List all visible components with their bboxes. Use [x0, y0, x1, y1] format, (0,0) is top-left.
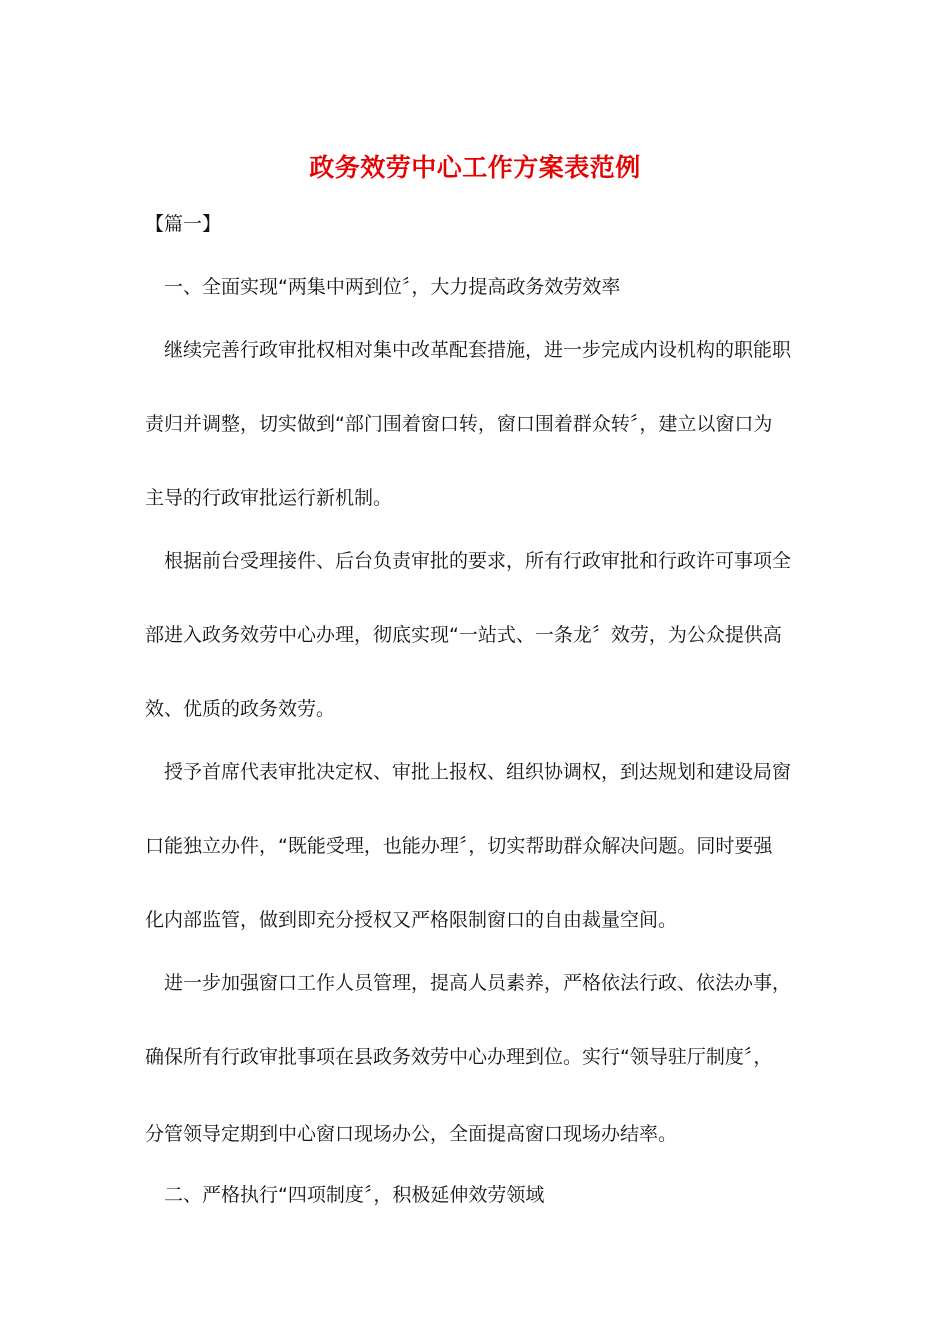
paragraph-line: 责归并调整，切实做到“部门围着窗口转，窗口围着群众转〞，建立以窗口为	[145, 413, 773, 435]
paragraph-line: 一、全面实现“两集中两到位〞，大力提高政务效劳效率	[164, 276, 621, 298]
paragraph-line: 效、优质的政务效劳。	[145, 698, 336, 720]
paragraph-line: 确保所有行政审批事项在县政务效劳中心办理到位。实行“领导驻厅制度〞，	[145, 1046, 773, 1068]
section-heading: 【篇一】	[145, 213, 222, 235]
paragraph-line: 主导的行政审批运行新机制。	[145, 487, 393, 509]
document-title: 政务效劳中心工作方案表范例	[309, 153, 641, 182]
paragraph-line: 进一步加强窗口工作人员管理，提高人员素养，严格依法行政、依法办事，	[164, 972, 792, 994]
paragraph-line: 授予首席代表审批决定权、审批上报权、组织协调权，到达规划和建设局窗	[164, 761, 792, 783]
paragraph-line: 口能独立办件，“既能受理，也能办理〞，切实帮助群众解决问题。同时要强	[145, 835, 773, 857]
paragraph-line: 部进入政务效劳中心办理，彻底实现“一站式、一条龙〞效劳，为公众提供高	[145, 624, 782, 646]
section-heading: 二、严格执行“四项制度〞，积极延伸效劳领域	[164, 1184, 545, 1206]
paragraph-line: 化内部监管，做到即充分授权又严格限制窗口的自由裁量空间。	[145, 909, 678, 931]
paragraph-line: 继续完善行政审批权相对集中改革配套措施，进一步完成内设机构的职能职	[164, 339, 792, 361]
paragraph-line: 根据前台受理接件、后台负责审批的要求，所有行政审批和行政许可事项全	[164, 550, 792, 572]
paragraph-line: 分管领导定期到中心窗口现场办公，全面提高窗口现场办结率。	[145, 1123, 678, 1145]
